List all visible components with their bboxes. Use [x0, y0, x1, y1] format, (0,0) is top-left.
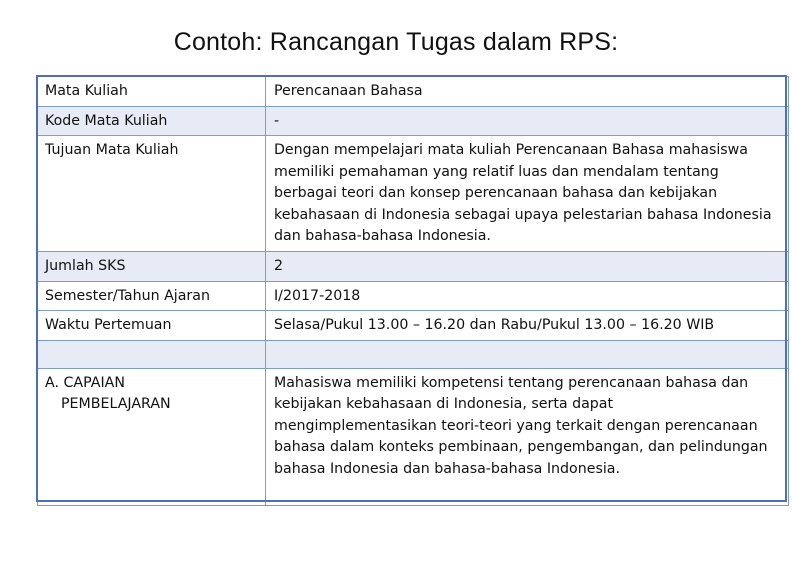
table-row-semester — [38, 281, 789, 311]
page-title: Contoh: Rancangan Tugas dalam RPS: — [173, 28, 619, 56]
row-value: 2 — [266, 252, 789, 282]
table-row-tujuan-mata-kuliah — [38, 136, 789, 252]
row-value: I/2017-2018 — [266, 281, 789, 311]
row-label: Jumlah SKS — [38, 252, 266, 282]
row-label: Waktu Pertemuan — [38, 311, 266, 341]
row-value — [266, 340, 789, 368]
table-row-kode-mata-kuliah — [38, 106, 789, 136]
row-value: - — [266, 106, 789, 136]
row-value: Selasa/Pukul 13.00 – 16.20 dan Rabu/Pukul 13.00 – 16.20 WIB — [266, 311, 789, 341]
row-label-line: PEMBELAJARAN — [61, 396, 171, 412]
table-row-waktu-pertemuan — [38, 311, 789, 341]
row-label: Semester/Tahun Ajaran — [38, 281, 266, 311]
row-label: Kode Mata Kuliah — [38, 106, 266, 136]
table-row-jumlah-sks — [38, 252, 789, 282]
row-label — [38, 340, 266, 368]
table-row-empty — [38, 340, 789, 368]
row-label — [38, 368, 266, 505]
row-label: Tujuan Mata Kuliah — [38, 136, 266, 252]
table-row-mata-kuliah — [38, 77, 789, 107]
row-value: Mahasiswa memiliki kompetensi tentang perencanaan bahasa dan kebijakan kebahasaan di Indonesia, serta dapat mengimplementasikan teori-teori yang terkait dengan perencanaan bahasa dalam konteks pembinaan, pengembangan, dan pelindungan bahasa Indonesia dan bahasa-bahasa Indonesia. — [266, 368, 789, 505]
table-row-capaian-pembelajaran — [38, 368, 789, 505]
row-value: Perencanaan Bahasa — [266, 77, 789, 107]
row-label: Mata Kuliah — [38, 77, 266, 107]
row-value: Dengan mempelajari mata kuliah Perencanaan Bahasa mahasiswa memiliki pemahaman yang relatif luas dan mendalam tentang berbagai teori dan konsep perencanaan bahasa dan kebijakan kebahasaan di Indonesia sebagai upaya pelestarian bahasa Indonesia dan bahasa-bahasa Indonesia. — [266, 136, 789, 252]
rps-table — [37, 76, 789, 506]
row-label-line: A. CAPAIAN — [45, 374, 125, 391]
